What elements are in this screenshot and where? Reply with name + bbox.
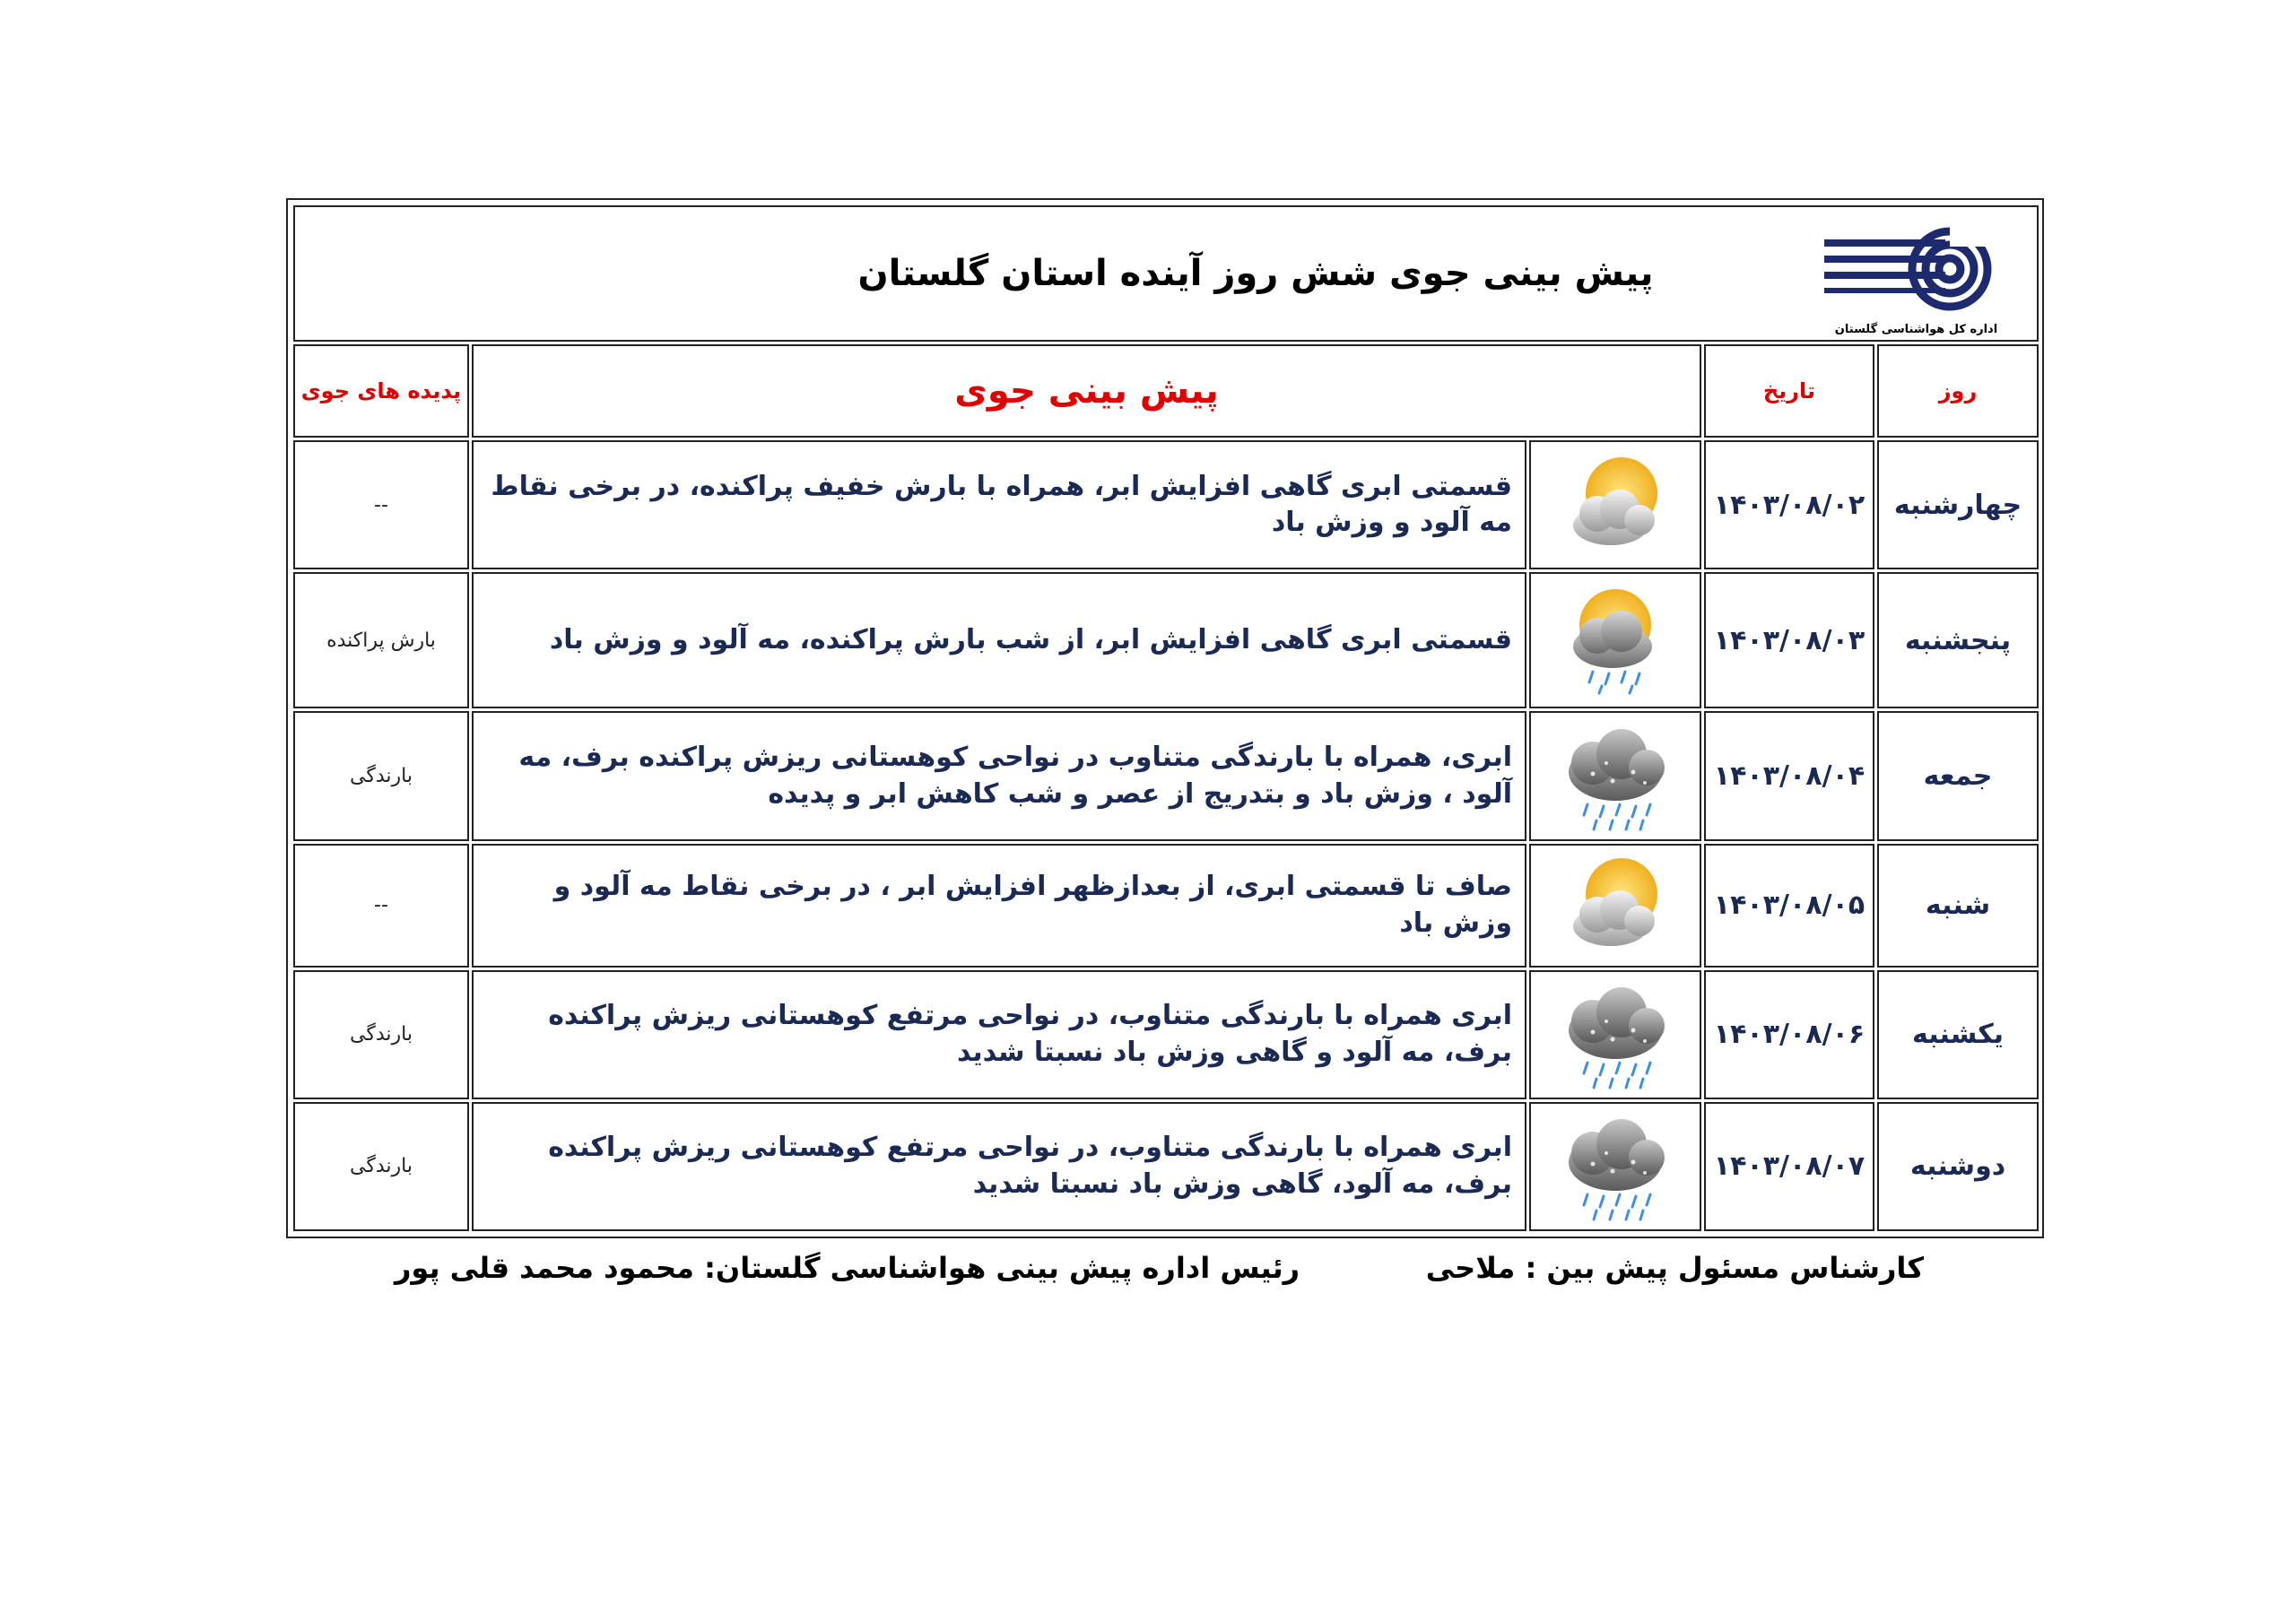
day-cell: جمعه bbox=[1877, 711, 2039, 840]
date-cell: ۱۴۰۳/۰۸/۰۴ bbox=[1704, 711, 1874, 840]
day-cell: پنجشنبه bbox=[1877, 572, 2039, 708]
forecast-description: صاف تا قسمتی ابری، از بعدازظهر افزایش ابر ، در برخی نقاط مه آلود و وزش باد bbox=[472, 844, 1526, 968]
partly-cloudy-icon bbox=[1531, 847, 1700, 964]
footer bbox=[395, 1251, 1924, 1296]
phenomena-cell: بارندگی bbox=[293, 970, 469, 1099]
phenomena-cell: -- bbox=[293, 440, 469, 569]
phenomena-cell: -- bbox=[293, 844, 469, 968]
forecast-description: ابری همراه با بارندگی متناوب، در نواحی مرتفع کوهستانی ریزش پراکنده برف، مه آلود و گاهی وزش باد نسبتا شدید bbox=[472, 970, 1526, 1099]
weather-icon-cell bbox=[1529, 970, 1701, 1099]
forecast-description: قسمتی ابری گاهی افزایش ابر، همراه با بارش خفیف پراکنده، در برخی نقاط مه آلود و وزش باد bbox=[472, 440, 1526, 569]
forecaster-credit: کارشناس مسئول پیش بین : ملاحی bbox=[1425, 1251, 1924, 1285]
col-header-date: تاریخ bbox=[1704, 344, 1874, 438]
rain-cloud-icon bbox=[1531, 718, 1700, 835]
day-cell: چهارشنبه bbox=[1877, 440, 2039, 569]
forecast-row bbox=[293, 440, 2039, 569]
weather-icon-cell bbox=[1529, 844, 1701, 968]
date-cell: ۱۴۰۳/۰۸/۰۶ bbox=[1704, 970, 1874, 1099]
forecast-description: ابری، همراه با بارندگی متناوب در نواحی کوهستانی ریزش پراکنده برف، مه آلود ، وزش باد و بتدریج از عصر و شب کاهش ابر و پدیده bbox=[472, 711, 1526, 840]
logo-caption: اداره کل هواشناسی گلستان bbox=[1834, 323, 1998, 336]
weather-icon-cell bbox=[1529, 440, 1701, 569]
forecast-description: ابری همراه با بارندگی متناوب، در نواحی مرتفع کوهستانی ریزش پراکنده برف، مه آلود، گاهی وزش باد نسبتا شدید bbox=[472, 1102, 1526, 1231]
phenomena-cell: بارندگی bbox=[293, 1102, 469, 1231]
date-cell: ۱۴۰۳/۰۸/۰۲ bbox=[1704, 440, 1874, 569]
head-credit: رئیس اداره پیش بینی هواشناسی گلستان: محمود محمد قلی پور bbox=[395, 1251, 1300, 1285]
forecast-sheet bbox=[286, 198, 2044, 1238]
date-cell: ۱۴۰۳/۰۸/۰۵ bbox=[1704, 844, 1874, 968]
day-cell: یکشنبه bbox=[1877, 970, 2039, 1099]
forecast-row bbox=[293, 572, 2039, 708]
day-cell: شنبه bbox=[1877, 844, 2039, 968]
forecast-row bbox=[293, 1102, 2039, 1231]
forecast-table bbox=[291, 203, 2041, 1234]
page-title: پیش بینی جوی شش روز آینده استان گلستان bbox=[857, 253, 1654, 295]
partly-cloudy-icon bbox=[1531, 447, 1700, 563]
rain-cloud-icon bbox=[1531, 976, 1700, 1093]
forecast-row bbox=[293, 711, 2039, 840]
date-cell: ۱۴۰۳/۰۸/۰۷ bbox=[1704, 1102, 1874, 1231]
rain-cloud-icon bbox=[1531, 1108, 1700, 1225]
col-header-phenomena: پدیده های جوی bbox=[293, 344, 469, 438]
phenomena-cell: بارندگی bbox=[293, 711, 469, 840]
header-cell bbox=[293, 205, 2039, 342]
weather-icon-cell bbox=[1529, 711, 1701, 840]
day-cell: دوشنبه bbox=[1877, 1102, 2039, 1231]
date-cell: ۱۴۰۳/۰۸/۰۳ bbox=[1704, 572, 1874, 708]
col-header-day: روز bbox=[1877, 344, 2039, 438]
weather-icon-cell bbox=[1529, 1102, 1701, 1231]
col-header-forecast: پیش بینی جوی bbox=[472, 344, 1701, 438]
forecast-description: قسمتی ابری گاهی افزایش ابر، از شب بارش پراکنده، مه آلود و وزش باد bbox=[472, 572, 1526, 708]
phenomena-cell: بارش پراکنده bbox=[293, 572, 469, 708]
forecast-row bbox=[293, 844, 2039, 968]
forecast-row bbox=[293, 970, 2039, 1099]
sun-cloud-rain-icon bbox=[1531, 582, 1700, 699]
weather-icon-cell bbox=[1529, 572, 1701, 708]
